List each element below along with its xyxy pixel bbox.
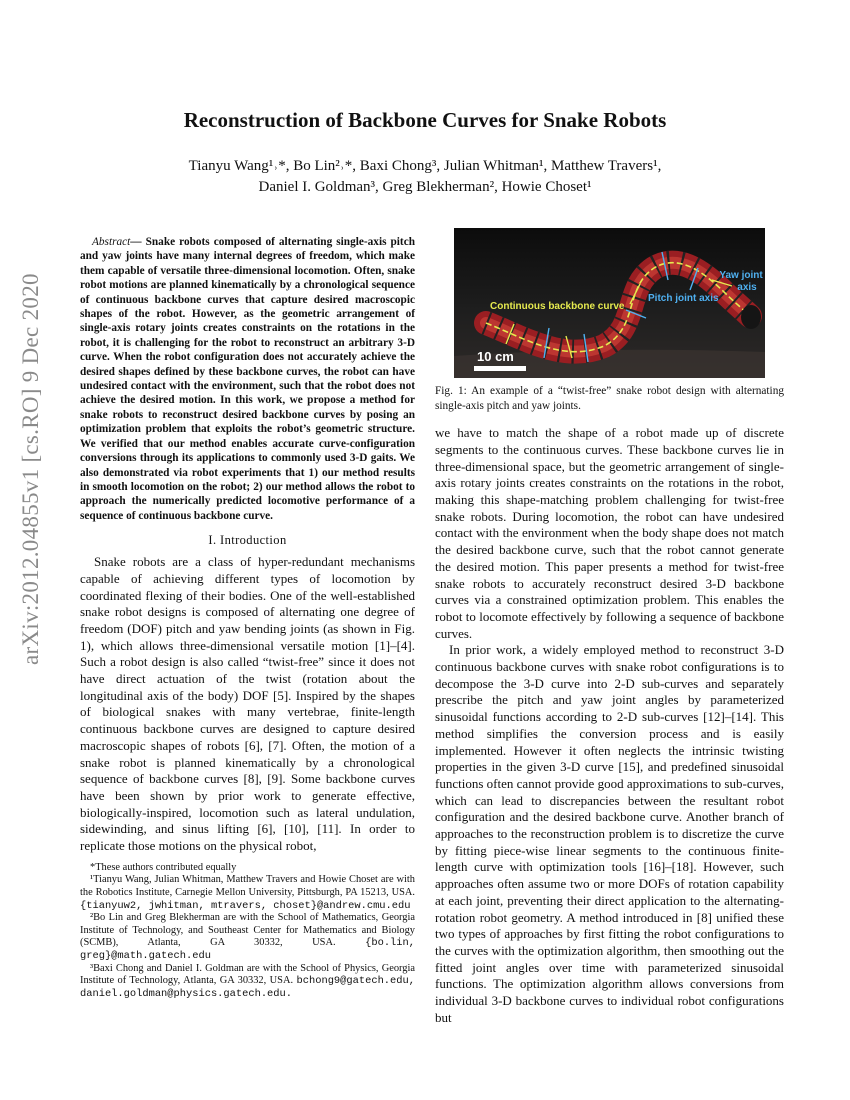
snake-robot-head <box>741 305 761 329</box>
footnote-2 <box>80 912 415 962</box>
abstract <box>80 235 415 523</box>
footnote-2-text: ²Bo Lin and Greg Blekherman are with the School of Mathematics, Georgia Institute of Technology, and Southeast Center for Mathematics and Biology (SCMB), Atlanta, GA 30332, USA. <box>80 912 415 949</box>
footnote-3-text: ³Baxi Chong and Daniel I. Goldman are with the School of Physics, Georgia Institute of Technology, Atlanta, GA 30332, USA. <box>80 962 415 987</box>
authors-line-1: Tianyu Wang¹˒*, Bo Lin²˒*, Baxi Chong³, Julian Whitman¹, Matthew Travers¹, <box>188 158 662 174</box>
label-continuous-backbone-curve: Continuous backbone curve <box>490 301 625 312</box>
footnote-3-email[interactable]: bchong9@gatech.edu, daniel.goldman@physics.gatech.edu. <box>80 975 415 1000</box>
label-yaw-joint-axis-line1: Yaw joint <box>719 270 763 281</box>
figure-1-photo <box>454 228 765 378</box>
paper-title: Reconstruction of Backbone Curves for Snake Robots <box>183 108 667 132</box>
footnote-equal-contribution: *These authors contributed equally <box>90 861 237 873</box>
arxiv-identifier: arXiv:2012.04855v1 [cs.RO] 9 Dec 2020 <box>18 273 43 665</box>
footnotes <box>80 862 415 1001</box>
section-heading-introduction: I. Introduction <box>208 533 287 548</box>
authors-line-2: Daniel I. Goldman³, Greg Blekherman², Howie Choset¹ <box>258 179 592 195</box>
label-pitch-joint-axis: Pitch joint axis <box>648 293 719 304</box>
intro-paragraph: Snake robots are a class of hyper-redundant mechanisms capable of achieving different types of locomotion by coordinated flexing of their bodies. One of the well-established snake robot designs is composed of alternating one degree of freedom (DOF) pitch and yaw bending joints (as shown in Fig. 1), which allows three-dimensional versatile motion [1]–[4]. Such a robot design is also called “twist-free” since it does not have direct actuation of the twist (rotation about the longitudinal axis of the body) DOF [5]. Inspired by the shapes of biological snakes with many vertebrae, finite-length continuous backbone curves are designed to capture desired macroscopic shapes of robots [6], [7]. Often, the motion of a snake robot is planned kinematically by a chronological sequence of backbone curves [8], [9]. Some backbone curves have been shown by prior work to generate effective, biologically-inspired, locomotion such as lateral undulation, sidewinding, and sinus lifting [6], [10], [11]. In order to replicate those motions on the physical robot, <box>80 554 415 854</box>
scale-bar <box>474 366 526 371</box>
abstract-label: Abstract <box>92 236 131 248</box>
label-yaw-joint-axis-line2: axis <box>737 282 757 293</box>
right-paragraph-1: we have to match the shape of a robot made up of discrete segments to the continuous curves. These backbone curves lie in three-dimensional space, but the geometric arrangement of single-axis rotary joints creates constraints on the rotations in the robot, making this shape-matching problem challenging for twist-free snake robots. During locomotion, the robot can have undesired contact with the environment when the body shape does not match the desired backbone curve, such that the robot cannot generate the desired motion. This paper presents a method for twist-free snake robots to accurately reconstruct desired 3-D backbone curves via a constrained optimization problem. This enables the robot to locomote effectively by following a sequence of backbone curves. <box>435 425 784 641</box>
footnote-3 <box>80 963 415 1001</box>
snake-robot-illustration <box>454 228 765 378</box>
footnote-1-email[interactable]: {tianyuw2, jwhitman, mtravers, choset}@andrew.cmu.edu <box>80 899 411 912</box>
right-paragraph-2: In prior work, a widely employed method to reconstruct 3-D continuous backbone curves with snake robot configurations is to decompose the 3-D curve into 2-D sub-curves and separately prescribe the pitch and yaw joint angles by parameterized sinusoidal functions according to 2-D sub-curves [12]–[14]. This method simplifies the conversion process and is easily implemented. However it often neglects the intrinsic twisting properties in the given 3-D curve [15], and predefined sinusoidal functions often cannot provide good approximations to sub-curves, which can lead to discrepancies between the resultant robot configuration and the desired backbone curve. Another branch of approaches to the reconstruction problem is to discretize the curve by fitting piece-wise linear segments to the continuous finite-length curve with optimization tools [16]–[18]. However, such approaches often assume two or more DOFs of rotation capability at each joint, preventing their direct application to the alternating-rotation robot geometry. A method introduced in [8] unified these two types of approaches by first fitting the robot configurations to the curves with the optimization algorithm, then smoothing out the fitted joint angles over time with parameterized sinusoidal functions. The optimization algorithm allows conversions from individual 3-D backbone curves to individual robot configurations but <box>435 642 784 1025</box>
figure-1-caption: Fig. 1: An example of a “twist-free” snake robot design with alternating single-axis pitch and yaw joints. <box>435 385 784 412</box>
abstract-text: — Snake robots composed of alternating single-axis pitch and yaw joints have many internal degrees of freedom, which make them capable of versatile three-dimensional locomotion. Often, snake robot motions are planned kinematically by a chronological sequence of continuous backbone curves that capture desired macroscopic shapes of the robot. However, as the geometric arrangement of single-axis rotary joints creates constraints on the rotations in the robot, it is challenging for the robot to reconstruct an arbitrary 3-D curve. When the robot configuration does not accurately achieve the desired shapes defined by these backbone curves, the robot can have undesired contact with the environment, such that the robot does not achieve the desired motion. In this work, we propose a method for snake robots to reconstruct desired backbone curves by posing an optimization problem that exploits the robot’s geometric structure. We verified that our method enables accurate curve-configuration conversions through its applications to commonly used 3-D gaits. We also demonstrated via robot experiments that 1) our method results in smooth locomotion on the robot; 2) our method allows the robot to approach the numerically predicted locomotive performance of a sequence of continuous backbone curve. <box>80 236 415 522</box>
left-column <box>80 235 415 1000</box>
footnote-2-email[interactable]: {bo.lin, greg}@math.gatech.edu <box>80 937 415 962</box>
right-column <box>435 228 784 1027</box>
scale-bar-label: 10 cm <box>477 349 514 364</box>
footnote-1-text: ¹Tianyu Wang, Julian Whitman, Matthew Travers and Howie Choset are with the Robotics Institute, Carnegie Mellon University, Pittsburgh, PA 15213, USA. <box>80 874 415 898</box>
footnote-1 <box>80 874 415 912</box>
author-list <box>120 156 730 198</box>
